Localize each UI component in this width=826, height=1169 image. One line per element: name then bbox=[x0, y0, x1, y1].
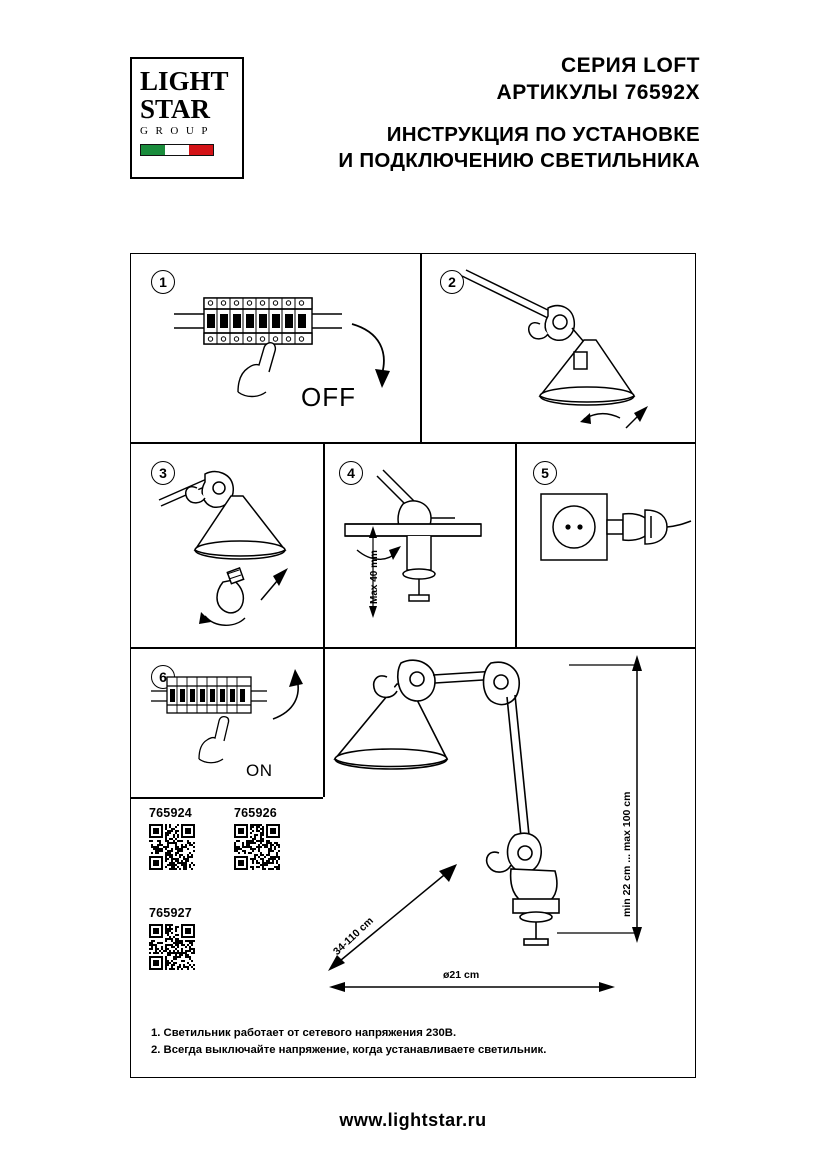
logo-group-text: G R O U P bbox=[140, 125, 210, 137]
qr-label-765924: 765924 bbox=[149, 806, 192, 820]
qr-code-icon-765927[interactable] bbox=[149, 924, 195, 970]
logo-line-1: LIGHT bbox=[140, 66, 229, 96]
step-2-illustration bbox=[444, 264, 694, 439]
brand-logo bbox=[130, 57, 244, 179]
header-text-block bbox=[240, 52, 700, 174]
step-4-cell bbox=[325, 444, 515, 647]
step-2-cell bbox=[422, 254, 697, 442]
step-4-number: 4 bbox=[339, 461, 363, 485]
step-1-number: 1 bbox=[151, 270, 175, 294]
divider-row-3 bbox=[131, 797, 323, 799]
step-4-illustration bbox=[335, 452, 510, 642]
step-3-illustration bbox=[143, 452, 318, 637]
step-6-label-on: ON bbox=[246, 761, 273, 780]
qr-item-765924[interactable] bbox=[149, 806, 195, 870]
notes-block bbox=[151, 1025, 546, 1059]
step-3-number: 3 bbox=[151, 461, 175, 485]
qr-code-icon-765924[interactable] bbox=[149, 824, 195, 870]
step-1-cell bbox=[131, 254, 420, 442]
step-4-label-max: Max 40 mm bbox=[369, 550, 380, 604]
note-2: 2. Всегда выключайте напряжение, когда устанавливаете светильник. bbox=[151, 1044, 547, 1056]
footer-website[interactable]: www.lightstar.ru bbox=[339, 1110, 487, 1130]
italy-flag-icon bbox=[140, 144, 214, 156]
doc-title-line-2: И ПОДКЛЮЧЕНИЮ СВЕТИЛЬНИКА bbox=[338, 149, 700, 172]
qr-code-icon-765926[interactable] bbox=[234, 824, 280, 870]
height-dimension-label: min 22 cm ... max 100 cm bbox=[621, 791, 633, 917]
step-5-cell bbox=[517, 444, 697, 647]
product-dimension-diagram bbox=[325, 649, 697, 1077]
lamp-dimension-illustration bbox=[325, 649, 695, 1049]
qr-item-765926[interactable] bbox=[234, 806, 280, 870]
series-label: СЕРИЯ LOFT bbox=[560, 54, 700, 77]
qr-label-765927: 765927 bbox=[149, 906, 192, 920]
diameter-dimension-label: ø21 cm bbox=[443, 969, 480, 981]
step-5-number: 5 bbox=[533, 461, 557, 485]
qr-label-765926: 765926 bbox=[234, 806, 277, 820]
step-1-label-off: OFF bbox=[301, 382, 356, 412]
doc-title-line-1: ИНСТРУКЦИЯ ПО УСТАНОВКЕ bbox=[386, 123, 700, 146]
step-2-number: 2 bbox=[440, 270, 464, 294]
step-6-illustration bbox=[149, 667, 319, 792]
step-5-illustration bbox=[525, 484, 695, 614]
header bbox=[130, 52, 700, 187]
step-1-illustration bbox=[166, 276, 416, 426]
steps-frame bbox=[130, 253, 696, 1078]
reach-dimension-label: 34-110 cm bbox=[331, 914, 376, 958]
article-label: АРТИКУЛЫ 76592X bbox=[496, 81, 700, 104]
qr-item-765927[interactable] bbox=[149, 906, 195, 970]
step-6-number: 6 bbox=[151, 665, 175, 689]
step-6-cell bbox=[131, 649, 323, 797]
step-3-cell bbox=[131, 444, 323, 647]
logo-line-2: STAR bbox=[140, 94, 211, 124]
note-1: 1. Светильник работает от сетевого напряжения 230В. bbox=[151, 1027, 457, 1039]
qr-codes-block bbox=[149, 806, 319, 996]
